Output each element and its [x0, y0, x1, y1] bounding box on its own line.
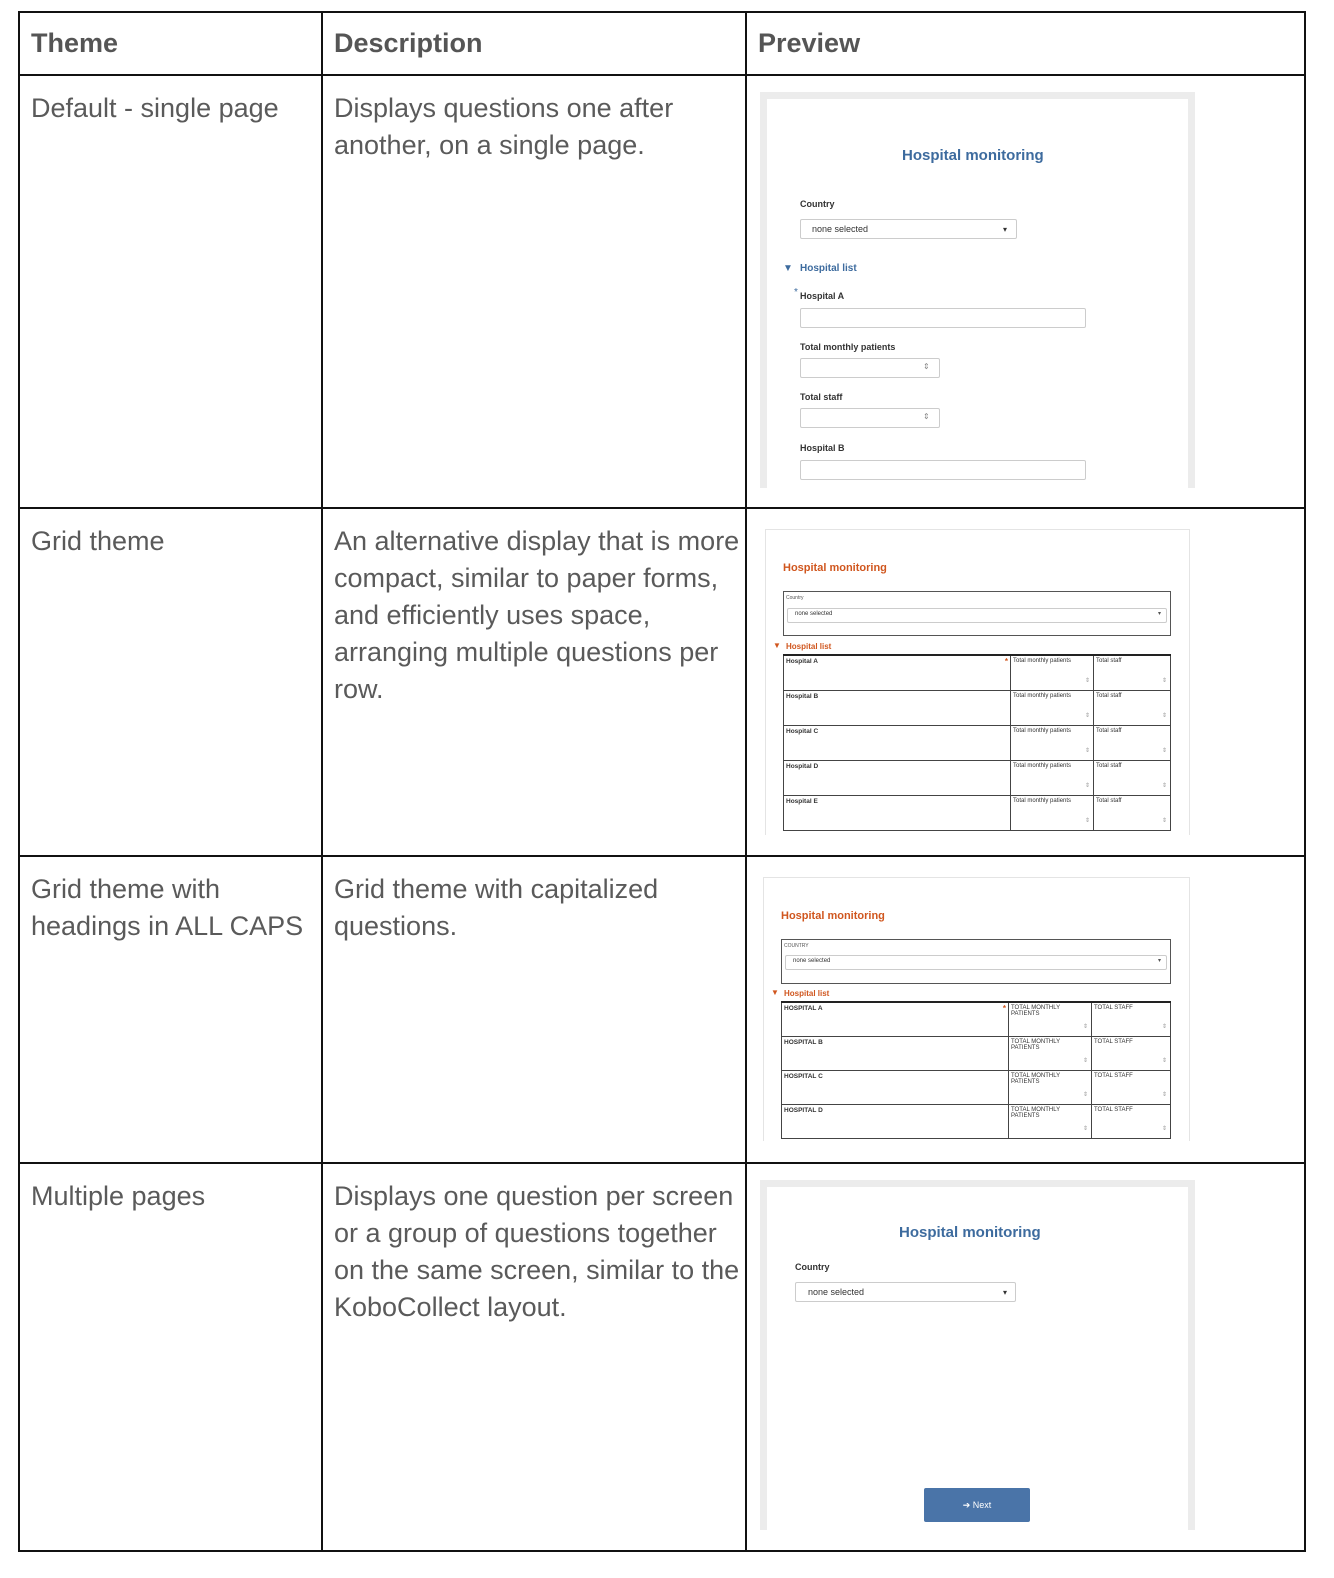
header-preview: Preview — [746, 12, 1305, 75]
patients-cell[interactable] — [1009, 1002, 1092, 1036]
table-row — [784, 690, 1171, 725]
staff-label: Total staff — [1096, 762, 1122, 769]
triangle-down-icon: ▼ — [773, 641, 781, 650]
header-theme: Theme — [19, 12, 322, 75]
caret-down-icon: ▾ — [1003, 225, 1008, 234]
header-row — [19, 12, 1305, 75]
hospital-name-cell[interactable]: HOSPITAL C — [782, 1070, 1009, 1104]
preview-grid — [765, 529, 1190, 835]
patients-cell[interactable] — [1011, 760, 1094, 795]
description-cell: Displays questions one after another, on a single page. — [322, 75, 746, 508]
country-select-value: none selected — [812, 224, 869, 234]
table-row — [782, 1104, 1171, 1138]
staff-label: Total staff — [1096, 797, 1122, 804]
spinner-icon: ⇕ — [1084, 712, 1090, 719]
spinner-icon: ⇕ — [1161, 1125, 1167, 1132]
table-row — [784, 760, 1171, 795]
required-star: * — [794, 287, 798, 298]
staff-label: TOTAL STAFF — [1094, 1005, 1133, 1011]
form-title: Hospital monitoring — [783, 562, 887, 574]
country-select-value: none selected — [808, 1287, 865, 1297]
theme-cell: Multiple pages — [19, 1163, 322, 1551]
spinner-icon: ⇕ — [1161, 1091, 1167, 1098]
question-label: Hospital A — [800, 291, 845, 301]
spinner-icon: ⇕ — [1084, 817, 1090, 824]
country-select[interactable] — [785, 955, 1167, 970]
country-select-value: none selected — [795, 611, 833, 617]
caret-down-icon: ▾ — [1158, 958, 1162, 964]
question-label: Hospital B — [800, 443, 845, 453]
patients-cell[interactable] — [1009, 1104, 1092, 1138]
question-label: Total monthly patients — [800, 342, 896, 352]
staff-label: Total staff — [1096, 727, 1122, 734]
patients-cell[interactable] — [1011, 655, 1094, 690]
staff-cell[interactable] — [1094, 655, 1171, 690]
spinner-icon: ⇕ — [1161, 817, 1167, 824]
patients-label: Total monthly patients — [1013, 692, 1072, 699]
spinner-icon: ⇕ — [1082, 1057, 1088, 1064]
patients-cell[interactable] — [1009, 1070, 1092, 1104]
description-cell: Grid theme with capitalized questions. — [322, 856, 746, 1163]
staff-cell[interactable] — [1094, 760, 1171, 795]
patients-label: Total monthly patients — [1013, 727, 1072, 734]
required-star: * — [1004, 657, 1008, 666]
hospital-name-cell[interactable]: HOSPITAL B — [782, 1036, 1009, 1070]
staff-label: Total staff — [1096, 658, 1122, 664]
group-label: Hospital list — [800, 263, 857, 274]
arrow-right-icon: ➔ — [962, 1500, 971, 1510]
staff-label: Total staff — [1096, 692, 1122, 699]
patients-label: TOTAL MONTHLY PATIENTS — [1011, 1106, 1061, 1119]
theme-cell: Grid theme with headings in ALL CAPS — [19, 856, 322, 1163]
spinner-icon: ⇕ — [1161, 677, 1167, 684]
hospital-name-cell[interactable]: Hospital C — [784, 725, 1011, 760]
staff-cell[interactable] — [1094, 725, 1171, 760]
spinner-icon: ⇕ — [1161, 747, 1167, 754]
preview-pages — [760, 1180, 1195, 1530]
table-row — [784, 655, 1171, 690]
patients-label: Total monthly patients — [1013, 762, 1072, 769]
spinner-icon: ⇕ — [1082, 1023, 1088, 1030]
patients-label: TOTAL MONTHLY PATIENTS — [1011, 1072, 1061, 1085]
header-description: Description — [322, 12, 746, 75]
staff-cell[interactable] — [1094, 795, 1171, 830]
spinner-icon: ⇕ — [1161, 712, 1167, 719]
group-label: Hospital list — [786, 642, 832, 651]
spinner-icon: ⇕ — [1084, 747, 1090, 754]
staff-label: TOTAL STAFF — [1094, 1106, 1133, 1113]
hospital-name-cell[interactable]: Hospital D — [784, 760, 1011, 795]
table-row — [784, 795, 1171, 830]
theme-cell: Default - single page — [19, 75, 322, 508]
patients-cell[interactable] — [1011, 795, 1094, 830]
form-title: Hospital monitoring — [899, 1224, 1041, 1241]
description-cell: An alternative display that is more compact, similar to paper forms, and efficiently uses space, arranging multiple questions per row. — [322, 508, 746, 856]
table-row — [782, 1002, 1171, 1036]
country-select-value: none selected — [793, 958, 831, 964]
caret-down-icon: ▾ — [1003, 1288, 1008, 1297]
spinner-icon: ⇕ — [923, 362, 930, 371]
patients-cell[interactable] — [1009, 1036, 1092, 1070]
staff-label: TOTAL STAFF — [1094, 1072, 1133, 1079]
hospital-name-cell[interactable]: Hospital E — [784, 795, 1011, 830]
staff-cell[interactable] — [1092, 1070, 1171, 1104]
hospital-grid — [783, 654, 1171, 831]
country-select[interactable] — [787, 608, 1167, 623]
table-row — [782, 1070, 1171, 1104]
patients-input[interactable] — [800, 358, 940, 378]
spinner-icon: ⇕ — [1082, 1125, 1088, 1132]
form-title: Hospital monitoring — [902, 147, 1044, 164]
country-label: Country — [800, 199, 835, 209]
country-label: Country — [795, 1262, 830, 1272]
description-cell: Displays one question per screen or a group of questions together on the same screen, similar to the KoboCollect layout. — [322, 1163, 746, 1551]
spinner-icon: ⇕ — [1084, 677, 1090, 684]
triangle-down-icon: ▼ — [771, 988, 779, 997]
staff-input[interactable] — [800, 408, 940, 428]
hospital-name-cell[interactable]: HOSPITAL A * — [782, 1002, 1009, 1036]
spinner-icon: ⇕ — [1084, 782, 1090, 789]
patients-label: TOTAL MONTHLY PATIENTS — [1011, 1005, 1061, 1017]
hospital-name-cell[interactable]: HOSPITAL D — [782, 1104, 1009, 1138]
patients-cell[interactable] — [1011, 725, 1094, 760]
spinner-icon: ⇕ — [1161, 782, 1167, 789]
next-label: Next — [972, 1500, 992, 1510]
patients-label: Total monthly patients — [1013, 797, 1072, 804]
hospital-grid — [781, 1001, 1171, 1139]
staff-cell[interactable] — [1092, 1036, 1171, 1070]
staff-label: TOTAL STAFF — [1094, 1038, 1133, 1045]
caret-down-icon: ▾ — [1158, 611, 1162, 617]
spinner-icon: ⇕ — [923, 412, 930, 421]
spinner-icon: ⇕ — [1161, 1023, 1167, 1030]
patients-cell[interactable] — [1011, 690, 1094, 725]
patients-label: Total monthly patients — [1013, 658, 1072, 664]
next-button[interactable] — [924, 1488, 1030, 1522]
country-label: Country — [786, 595, 804, 601]
triangle-down-icon: ▼ — [783, 263, 793, 274]
preview-grid-caps — [763, 877, 1190, 1141]
theme-cell: Grid theme — [19, 508, 322, 856]
staff-cell[interactable] — [1092, 1104, 1171, 1138]
table-row — [784, 725, 1171, 760]
spinner-icon: ⇕ — [1161, 1057, 1167, 1064]
country-label: COUNTRY — [784, 943, 809, 949]
form-title: Hospital monitoring — [781, 910, 885, 922]
hospital-a-input[interactable] — [800, 308, 1086, 328]
staff-cell[interactable] — [1092, 1002, 1171, 1036]
staff-cell[interactable] — [1094, 690, 1171, 725]
preview-default — [760, 92, 1195, 488]
hospital-b-input[interactable] — [800, 460, 1086, 480]
required-star: * — [1002, 1004, 1006, 1013]
patients-label: TOTAL MONTHLY PATIENTS — [1011, 1038, 1061, 1051]
group-label: Hospital list — [784, 989, 830, 998]
hospital-name-cell[interactable]: Hospital B — [784, 690, 1011, 725]
spinner-icon: ⇕ — [1082, 1091, 1088, 1098]
hospital-name-cell[interactable]: Hospital A * — [784, 655, 1011, 690]
table-row — [782, 1036, 1171, 1070]
question-label: Total staff — [800, 392, 843, 402]
